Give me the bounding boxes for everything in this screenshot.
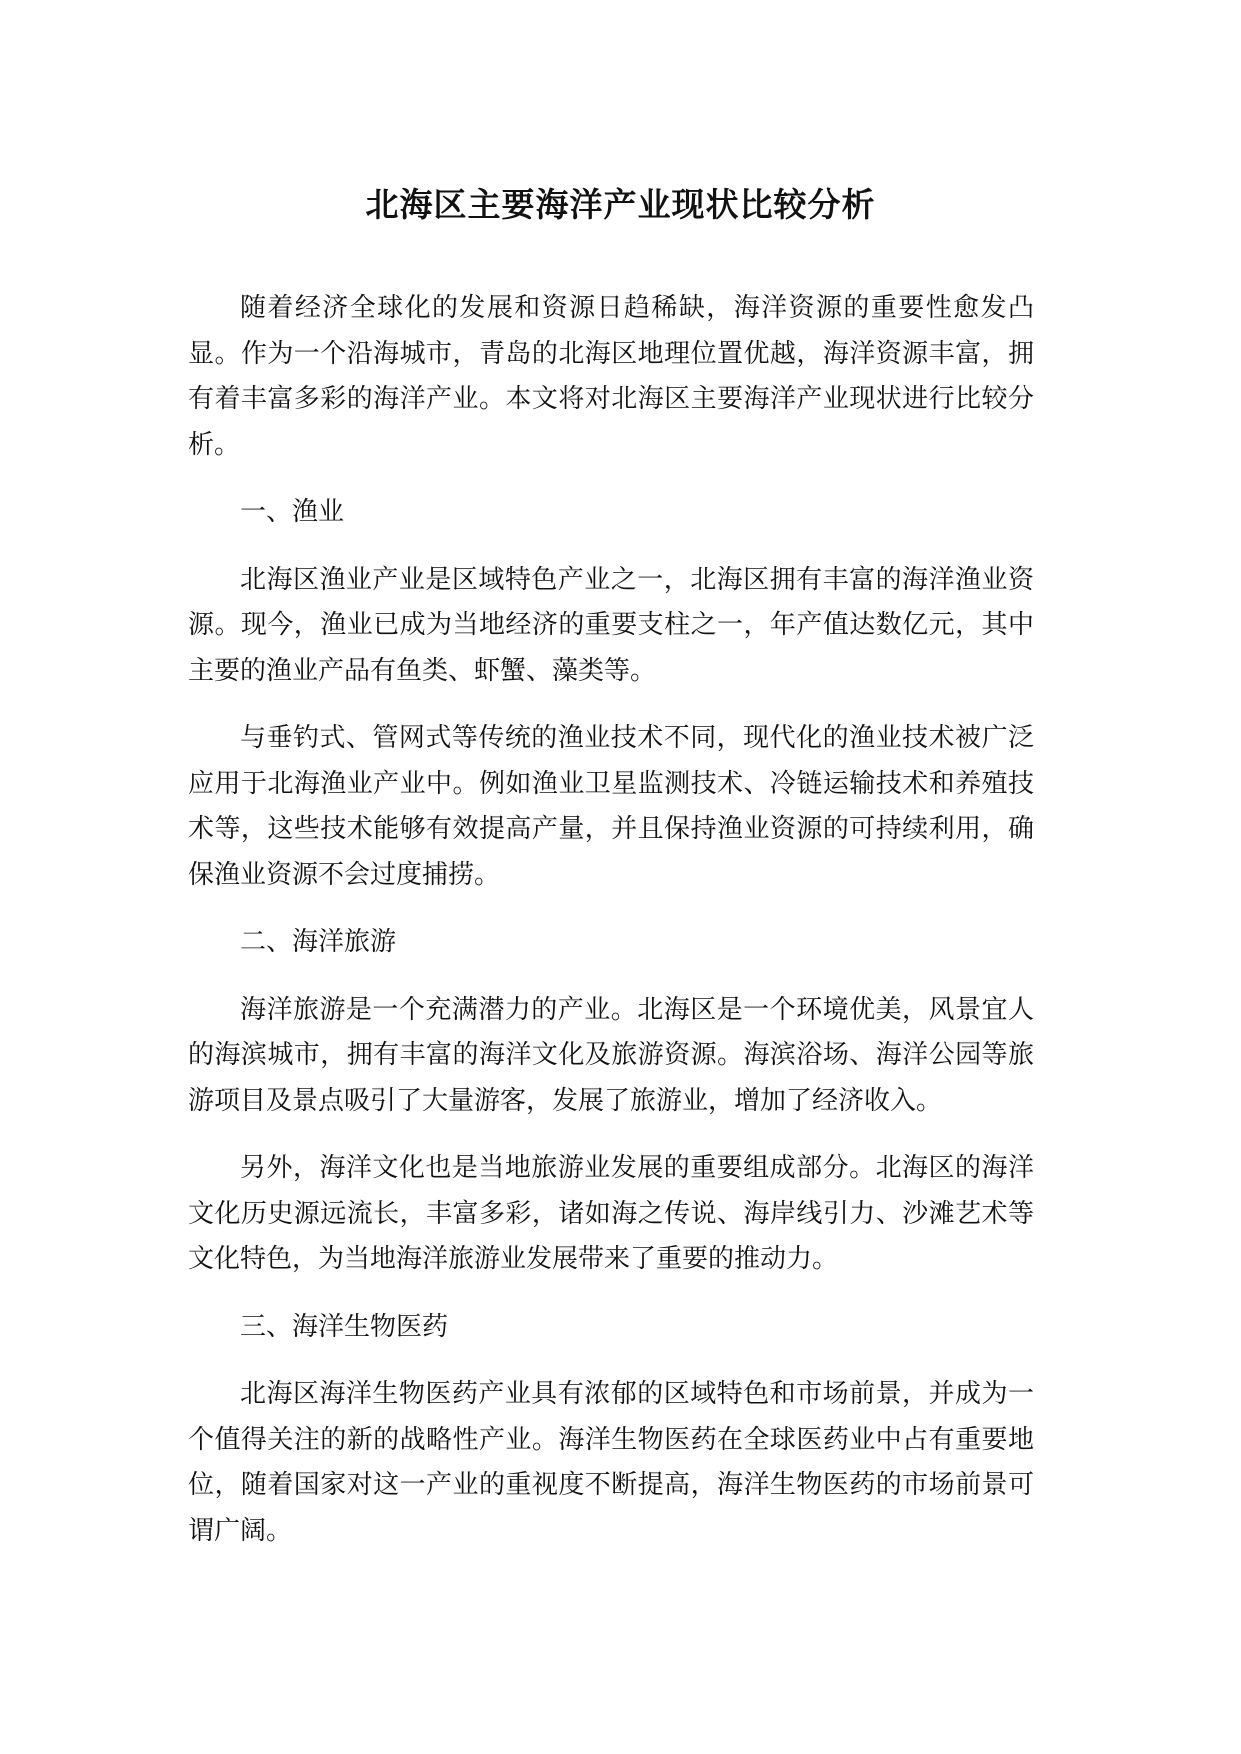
section-heading-marine-biomedicine: 三、海洋生物医药 — [240, 1311, 449, 1342]
paragraph-tourism-overview: 海洋旅游是一个充满潜力的产业。北海区是一个环境优美，风景宜人的海滨城市，拥有丰富的海洋文化及旅游资源。海滨浴场、海洋公园等旅游项目及景点吸引了大量游客，发展了旅游业，增加了经济收入。 — [188, 994, 1034, 1116]
paragraph-fishery-technology: 与垂钓式、管网式等传统的渔业技术不同，现代化的渔业技术被广泛应用于北海渔业产业中。例如渔业卫星监测技术、冷链运输技术和养殖技术等，这些技术能够有效提高产量，并且保持渔业资源的可持续利用，确保渔业资源不会过度捕捞。 — [188, 723, 1034, 890]
paragraph-biomedicine-overview: 北海区海洋生物医药产业具有浓郁的区域特色和市场前景，并成为一个值得关注的新的战略性产业。海洋生物医药在全球医药业中占有重要地位，随着国家对这一产业的重视度不断提高，海洋生物医药的市场前景可谓广阔。 — [188, 1379, 1034, 1546]
section-heading-marine-tourism: 二、海洋旅游 — [240, 927, 397, 957]
section-heading-fishery: 一、渔业 — [240, 497, 345, 527]
paragraph-tourism-culture: 另外，海洋文化也是当地旅游业发展的重要组成部分。北海区的海洋文化历史源远流长，丰富多彩，诸如海之传说、海岸线引力、沙滩艺术等文化特色，为当地海洋旅游业发展带来了重要的推动力。 — [188, 1153, 1034, 1274]
intro-paragraph: 随着经济全球化的发展和资源日趋稀缺，海洋资源的重要性愈发凸显。作为一个沿海城市，青岛的北海区地理位置优越，海洋资源丰富，拥有着丰富多彩的海洋产业。本文将对北海区主要海洋产业现状进行比较分析。 — [188, 293, 1034, 460]
document-title: 北海区主要海洋产业现状比较分析 — [365, 185, 876, 224]
paragraph-fishery-overview: 北海区渔业产业是区域特色产业之一，北海区拥有丰富的海洋渔业资源。现今，渔业已成为当地经济的重要支柱之一，年产值达数亿元，其中主要的渔业产品有鱼类、虾蟹、藻类等。 — [188, 564, 1034, 686]
document-body — [188, 286, 1034, 1576]
